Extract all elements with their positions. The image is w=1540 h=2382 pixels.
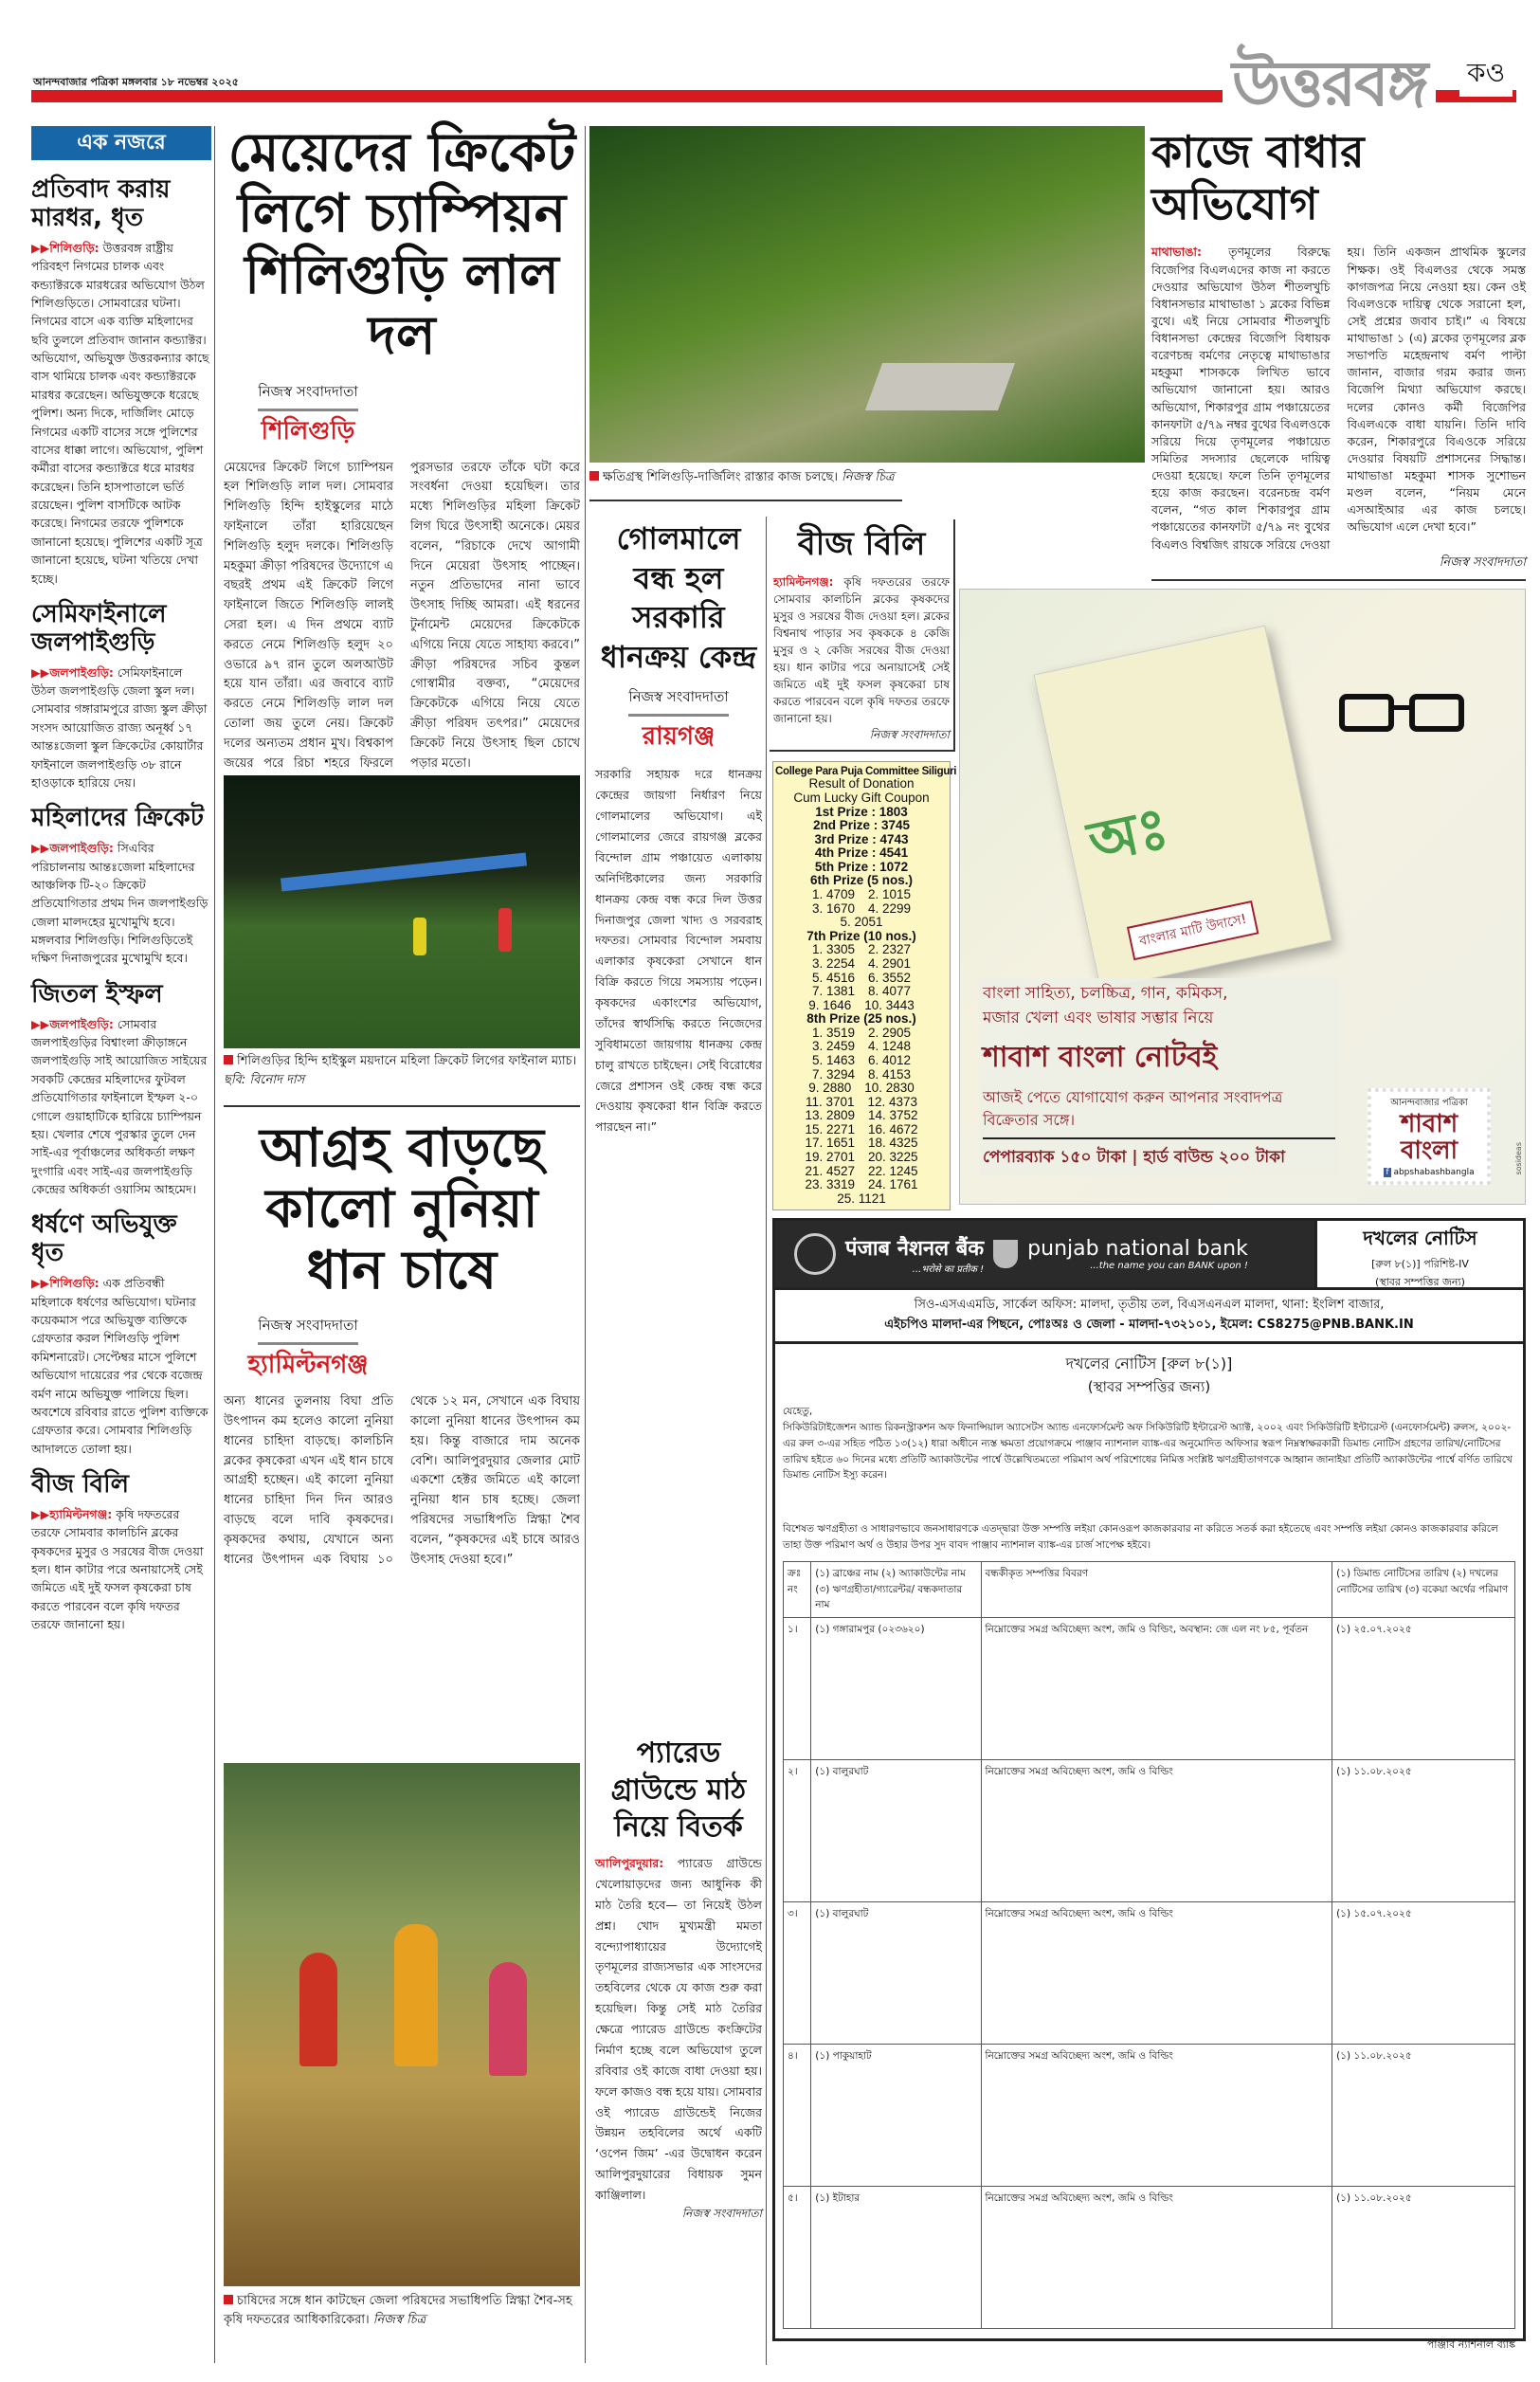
section-title: উত্তরবঙ্গ [1223,36,1436,140]
lottery-subtitle: Cum Lucky Gift Coupon [793,790,930,805]
cricket-photo [224,775,580,1048]
prize-number: 5. 2051 [840,915,883,930]
seed-body: হ্যামিল্টনগঞ্জ: কৃষি দফতরের তরফে সোমবার কালচিনি ব্লকের কৃষকদের মুসুর ও সরষের বীজ দেওয়া হল। ব্লকের বিশ্বনাথ পাড়ার সব কৃষককে ৪ কেজি মুসুর ও ২ কেজি সরষের বীজ দেওয়া হয়। ধান কাটার পরে অনায়াসেই সেই জমিতে এই দুই ফসল কৃষকেরা চাষ করতে পারবেন বলে কৃষি দফতর তরফে জানানো হয়। [773,575,950,725]
page-number: কও [1459,52,1513,97]
double-arrow-icon: ▶▶ [31,841,50,856]
lottery-result-box [772,761,957,1210]
notice-paragraph: সিকিউরিটাইজেশন অ্যান্ড রিকনস্ট্রাকশন অফ ফিনান্সিয়াল অ্যাসেটস অ্যান্ড এনফোর্সমেন্ট অফ সিকিউরিটি ইন্টারেস্ট অ্যাক্ট, ২০০২ এবং সিকিউরিটি ইন্টারেস্ট (এনফোর্সমেন্ট) রুলস, ২০০২-এর রুল ৩-এর সহিত পঠিত ১৩(১২) ধারা অধীনে ন্যস্ত ক্ষমতা প্রয়োগক্রমে পাঞ্জাব ন্যাশনাল ব্যাঙ্ক-এর অনুমোদিত অফিসার স্বরূপ নিম্নস্বাক্ষরকারী ডিমান্ড নোটিস গ্রহণের তারিখ/নোটিসের তারিখ হইতে ৬০ দিনের মধ্যে প্রতিটি অ্যাকাউন্টের পার্শ্বে উল্লেখিতমতো পরিমাণ অর্থ পরিশোধের নিমিত্ত সংশ্লিষ্ট ঋণগ্রহীতাগণকে আহ্বান জানাইয়া প্রতিটি অ্যাকাউন্টের পার্শ্বে বর্ণিত তারিখে ডিমান্ড নোটিস ইস্যু করেন। [783,1421,1513,1482]
prize-number-row [775,985,948,999]
table-cell-branch: (১) গঙ্গারামপুর (০২৩৬২০) [811,1618,981,1760]
prize-number-row [775,999,948,1013]
table-cell-branch: (১) বালুরঘাট [811,1760,981,1902]
prize-number: 4. 2299 [868,900,912,916]
prize-number-row [775,1027,948,1041]
prize-number-row [775,902,948,917]
lead-dateline: শিলিগুড়ি [261,416,355,445]
lead-body: মেয়েদের ক্রিকেট লিগে চ্যাম্পিয়ন হল শিলিগুড়ি লাল দল। সোমবার শিলিগুড়ি হিন্দি হাইস্কুলের মাঠে ফাইনালে তাঁরা হারিয়েছেন শিলিগুড়ি হলুদ দলকে। শিলিগুড়ি মহকুমা ক্রীড়া পরিষদের উদ্যোগে এ বছরই প্রথম এই ক্রিকেট লিগে ফাইনালে জিতে শিলিগুড়ি লালই সেরা হল। এ দিন প্রথমে ব্যাট করতে নেমে শিলিগুড়ি হলুদ ২০ ওভারে ৯৭ রান তুলে অলআউট হয়ে যান তাঁরা। এর জবাবে ব্যাট করতে নেমে শিলিগুড়ি লাল দল তোলা জয় তুলে নেয়। ক্রিকেট দলের অন্যতম প্রধান মুখ। বিশ্বকাপ জয়ের পরে রিচা শহরে ফিরলে পুরসভার তরফে তাঁকে ঘটা করে সংবর্ধনা দেওয়া হয়েছিল। তার মধ্যে শিলিগুড়ির মহিলা ক্রিকেট লিগ ঘিরে উৎসাহী অনেকে। মেয়র বলেন, “রিচাকে দেখে আগামী দিনে মেয়েরা উৎসাহ পাচ্ছেন। নতুন প্রতিভাদের নানা ভাবে উৎসাহ দিচ্ছি আমরা। এই ধরনের টুর্নামেন্ট মেয়েদের ক্রিকেটকে এগিয়ে নিয়ে যেতে সাহায্য করবে।” ক্রীড়া পরিষদের সচিব কুন্তল গোস্বামীর বক্তব্য, “মেয়েদের ক্রিকেটকে এগিয়ে নিয়ে যেতে ক্রীড়া পরিষদ তৎপর।” মেয়েদের ক্রিকেট নিয়ে উৎসাহ ছিল চোখে পড়ার মতো। [224,460,580,771]
table-row [784,1902,1515,2045]
brief-dateline: ▶▶শিলিগুড়ি: [31,240,100,255]
prize-number-row [775,1109,948,1123]
cricket-photo-caption: শিলিগুড়ির হিন্দি হাইস্কুল ময়দানে মহিলা ক্রিকেট লিগের ফাইনাল ম্যাচ। ছবি: বিনোদ দাস [224,1054,577,1087]
prize-number: 5. 1463 [811,1052,855,1067]
pnb-tag-hindi: ...भरोसे का प्रतीक ! [912,1264,985,1275]
prize-number: 9. 2880 [808,1081,852,1096]
brief-dateline: ▶▶জলপাইগুড়ি: [31,664,114,680]
double-arrow-icon: ▶▶ [31,1506,50,1521]
inner-subtitle: (স্থাবর সম্পত্তির জন্য) [1087,1378,1211,1396]
prize-number-row [775,1096,948,1110]
column-divider [214,126,215,2363]
double-arrow-icon: ▶▶ [31,240,50,255]
double-arrow-icon: ▶▶ [31,1016,50,1031]
brief-headline: প্রতিবাদ করায় মারধর, ধৃত [31,175,171,232]
brief-item [31,1471,209,1634]
table-cell-no: ২। [784,1760,811,1902]
parade-body: আলিপুরদুয়ার: প্যারেড গ্রাউন্ডে খেলোয়াড়দের জন্য আধুনিক কী মাঠ তৈরি হবে— তা নিয়েই উঠল প্রশ্ন। খোদ মুখ্যমন্ত্রী মমতা বন্দ্যোপাধ্যায়ের উদ্যোগেই তৃণমূলের রাজ্যসভার এক সাংসদের তহবিলের থেকে যে কাজ শুরু করা হয়েছিল। কিন্তু সেই মাঠ তৈরির ক্ষেত্রে প্যারেড গ্রাউন্ডে কংক্রিটের নির্মাণ হচ্ছে বলে অভিযোগ তুলে রবিবার ওই কাজে বাধা দেওয়া হয়। ফলে কাজও বন্ধ হয়ে যায়। সোমবার ওই প্যারেড গ্রাউন্ডেই নিজের উন্নয়ন তহবিলের অর্থে একটি ‘ওপেন জিম’ -এর উদ্বোধন করেন আলিপুরদুয়ারের বিধায়ক সুমন কাঞ্জিলাল। [595,1856,762,2202]
lead-article [224,123,580,866]
table-cell-no: ৫। [784,2187,811,2329]
prize-number: 4. 1248 [868,1039,912,1054]
prize-number-row [775,1054,948,1068]
brief-headline: জিতল ইস্ফল [31,979,163,1009]
address-line: সিও-এসএএমডি, সার্কেল অফিস: মালদা, তৃতীয় তল, বিএসএনএল মালদা, থানা: ইংলিশ বাজার, [914,1298,1385,1312]
pnb-address [775,1287,1523,1344]
paddy-byline: নিজস্ব সংবাদদাতা [628,686,728,717]
prize-number: 3. 2254 [811,955,855,971]
divider [224,1105,580,1107]
road-photo [589,126,1145,463]
table-cell-desc: নিম্নোক্তের সমগ্র অবিচ্ছেদ্য অংশ, জমি ও বিল্ডিং [981,1902,1332,2045]
table-cell-desc: নিম্নোক্তের সমগ্র অবিচ্ছেদ্য অংশ, জমি ও বিল্ডিং [981,2045,1332,2187]
prize-number: 2. 2327 [868,942,912,957]
ad-agency: sosideas [1514,1142,1523,1175]
prize-number: 2. 1015 [868,887,912,902]
brief-body: ▶▶জলপাইগুড়ি: সিএবির পরিচালনায় আন্তঃজেলা মহিলাদের আঞ্চলিক টি-২০ ক্রিকেট প্রতিযোগিতার প্রথম দিন জলপাইগুড়ি জেলা মালদহের মুখোমুখি হবে। মঙ্গলবার শিলিগুড়ি। শিলিগুড়িতেই দক্ষিণ দিনাজপুরের মুখোমুখি হবে। [31,841,208,966]
ad-line-2: মজার খেলা এবং ভাষার সম্ভার নিয়ে [983,1008,1214,1027]
property-table [783,1561,1515,2329]
table-header: (১) ডিমান্ড নোটিসের তারিখ (২) দখলের নোটিসের তারিখ (৩) বকেয়া অর্থের পরিমাণ [1332,1561,1515,1617]
pnb-emblem-icon [794,1233,836,1275]
inner-title: দখলের নোটিস [রুল ৮(১)] [1065,1354,1233,1373]
prize-number: 12. 4373 [867,1094,918,1109]
prize-number-row [775,1192,948,1207]
table-cell-branch: (১) পাকুয়াহাট [811,2045,981,2187]
lottery-title: College Para Puja Committee Siliguri [775,766,957,777]
pnb-tag-english: ...the name you can BANK upon ! [1090,1261,1248,1271]
column-divider [585,126,586,2363]
road-photo-caption: ক্ষতিগ্রস্থ শিলিগুড়ি-দার্জিলিং রাস্তার কাজ চলছে। নিজস্ব চিত্র [589,468,1145,487]
signature: পাঞ্জাব ন্যাশনাল ব্যাঙ্ক [1426,2338,1515,2352]
rice-harvest-photo [224,1763,580,2286]
brief-body: ▶▶জলপাইগুড়ি: সেমিফাইনালে উঠল জলপাইগুড়ি জেলা স্কুল দল। সোমবার গঙ্গারামপুরে রাজ্য স্কুল ক্রীড়া সংসদ আয়োজিত রাজ্য অনূর্ধ্ব ১৭ আন্তঃজেলা স্কুল ক্রিকেটের কোয়ার্টার ফাইনালে জলপাইগুড়ি ৩৮ রানে হাওড়াকে হারিয়ে দেয়। [31,664,208,790]
table-header: ক্রঃ নং [784,1561,811,1617]
prize-number-row [775,1165,948,1179]
pnb-name-hindi: पंजाब नैशनल बैंक [845,1237,985,1261]
facebook-icon: f [1386,1168,1389,1177]
prize-number: 14. 3752 [868,1108,918,1123]
table-row [784,1760,1515,1902]
prize-line: 5th Prize : 1072 [814,859,909,874]
prize-number: 1. 3305 [811,942,855,957]
prize-number: 18. 4325 [868,1136,918,1151]
paddy-headline: গোলমালে বন্ধ হল সরকারি ধানক্রয় কেন্দ্র [600,520,757,675]
prize-number: 10. 2830 [864,1081,915,1096]
prize-number-row [775,1178,948,1192]
prize-number: 21. 4527 [805,1163,855,1178]
table-row [784,2045,1515,2187]
prize-number-row [775,1123,948,1137]
brief-body: ▶▶হ্যামিল্টনগঞ্জ: কৃষি দফতরের তরফে সোমবার কালচিনি ব্লকের কৃষকদের মুসুর ও সরষের বীজ দেওয়া হল। ধান কাটার পরে অনায়াসেই সেই জমিতে এই দুই ফসল কৃষকেরা চাষ করতে পারবেন বলে কৃষি দফতর তরফে জানানো হয়। [31,1506,204,1632]
obstruction-credit: নিজস্ব সংবাদদাতা [1439,555,1526,570]
brief-body: ▶▶শিলিগুড়ি: এক প্রতিবন্ধী মহিলাকে ধর্ষণের অভিযোগ। ঘটনার কয়েকমাস পরে অভিযুক্ত ব্যক্তিকে গ্রেফতার করল শিলিগুড়ি পুলিশ কমিশনারেট। সেপ্টেম্বর মাসে পুলিশে অভিযোগ দায়েরের পর থেকে বজেন্দ্র বর্মণ নামে অভিযুক্ত পালিয়ে ছিল। অবশেষে রবিবার রাতে পুলিশ ব্যক্তিকে গ্রেফতার করে। সোমবার শিলিগুড়ি আদালতে তোলা হয়। [31,1276,208,1456]
prize-number: 3. 1670 [811,900,855,916]
prize-number: 7. 1381 [811,984,855,999]
prize-number: 17. 1651 [805,1136,855,1151]
lottery-subtitle: Result of Donation [808,776,915,791]
rice-body: অন্য ধানের তুলনায় বিঘা প্রতি উৎপাদন কম হলেও কালো নুনিয়া ধানের চাহিদা বাড়ছে। কালচিনি ব্লকের কৃষকেরা এখন এই ধান চাষে আগ্রহী হচ্ছেন। এই কালো নুনিয়া ধানের চাহিদা দিন দিন আরও বাড়ছে বলে দাবি কৃষকদের। কৃষকদের কথায়, যেখানে অন্য ধানের উৎপাদন এক বিঘায় ১০ থেকে ১২ মন, সেখানে এক বিঘায় কালো নুনিয়া ধানের উৎপাদন কম হয়। কিন্তু বাজারে দাম অনেক বেশি। আলিপুরদুয়ার জেলার মোট একশো হেক্টর জমিতে এই কালো নুনিয়া ধান চাষ হচ্ছে। জেলা পরিষদের সভাধিপতি স্নিগ্ধা শৈব বলেন, “কৃষকদের এই চাষে আরও উৎসাহ দেওয়া হবে।” [224,1394,580,1567]
prize-number: 20. 3225 [868,1150,918,1165]
prize-number-row [775,1040,948,1054]
ad-headline: শাবাশ বাংলা নোটবই [983,1041,1218,1074]
prize-number: 5. 4516 [811,970,855,985]
pnb-logo-banner [775,1221,1314,1287]
brief-headline: সেমিফাইনালে জলপাইগুড়ি [31,599,167,657]
rice-byline: নিজস্ব সংবাদদাতা [258,1315,357,1345]
brand-top: আনন্দবাজার পত্রিকা [1390,1098,1468,1109]
brief-headline: ধর্ষণে অভিযুক্ত ধৃত [31,1210,177,1268]
notice-paragraph: বিশেষত ঋণগ্রহীতা ও সাধারণভাবে জনসাধারণকে এতদ্দ্বারা উক্ত সম্পত্তি লইয়া কোনওরূপ কাজকারবার না করিতে সতর্ক করা হইতেছে এবং সম্পত্তি লইয়া কোনও কাজকারবার করিলে তাহা উক্ত পরিমাণ অর্থ ও উহার উপর সুদ বাবদ পাঞ্জাব ন্যাশনাল ব্যাঙ্ক-এর চার্জ সাপেক্ষ হইবে। [783,1523,1498,1551]
prize-number: 1. 3519 [811,1025,855,1040]
parade-headline: প্যারেড গ্রাউন্ডে মাঠ নিয়ে বিতর্ক [610,1736,747,1844]
rice-dateline: হ্যামিল্টনগঞ্জ [247,1351,369,1380]
brief-item [31,601,209,791]
paddy-dateline: রায়গঞ্জ [642,722,716,752]
lead-headline: মেয়েদের ক্রিকেট লিগে চ্যাম্পিয়ন শিলিগুড়ি লাল দল [227,122,576,368]
prize-line: 3rd Prize : 4743 [814,831,909,846]
seed-credit: নিজস্ব সংবাদদাতা [869,728,950,741]
table-cell-desc: নিম্নোক্তের সমগ্র অবিচ্ছেদ্য অংশ, জমি ও বিল্ডিং [981,1760,1332,1902]
rice-photo-caption: চাষিদের সঙ্গে ধান কাটছেন জেলা পরিষদের সভাধিপতি স্নিগ্ধা শৈব-সহ কৃষি দফতরের আধিকারিকেরা। নিজস্ব চিত্র [224,2294,572,2327]
brand-logo: শাবাশ বাংলা [1400,1110,1458,1165]
prize-number: 23. 3319 [805,1177,855,1192]
table-cell-no: ১। [784,1618,811,1760]
prize-number: 6. 4012 [868,1052,912,1067]
prize-heading: 8th Prize (25 nos.) [806,1011,916,1027]
book-title: বাংলার মাটি উদাসে! [1127,900,1259,960]
brief-body: ▶▶শিলিগুড়ি: উত্তরবঙ্গ রাষ্ট্রীয় পরিবহণ নিগমের চালক এবং কন্ড্যাক্টরকে মারধরের অভিযোগ উঠল শিলিগুড়িতে। সোমবারের ঘটনা। নিগমের বাসে এক ব্যক্তি মহিলাদের ছবি তুললে প্রতিবাদ জানান কন্ড্যাক্টর। অভিযোগ, অভিযুক্ত উত্তরকন্যার কাছে বাস থামিয়ে চালক এবং কন্ড্যাক্টরকে মারধর করেছেন। অভিযুক্তকে ধরেছে পুলিশ। অন্য দিকে, দার্জিলিং মোড়ে নিগমের একটি বাসের সঙ্গে পুলিশের বাসের ধাক্কা লাগে। অভিযোগ, পুলিশ কর্মীরা বাসের কন্ড্যাক্টরে ধরে মারধর করেছেন। তিনি হাসপাতালে ভর্তি রয়েছেন। পুলিশ বাসটিকে আটক করেছে। নিগমের তরফে পুলিশকে জানানো হয়েছে। পুলিশের একটি সূত্র জানানো হয়েছে, ঘটনা খতিয়ে দেখা হচ্ছে। [31,240,209,586]
prize-number: 25. 1121 [837,1191,886,1206]
paddy-body: সরকারি সহায়ক দরে ধানক্রয় কেন্দ্রের জায়গা নির্ধারণ নিয়ে গোলমালের অভিযোগ। এই গোলমালের জেরে রায়গঞ্জ ব্লকের বিন্দোল গ্রাম পঞ্চায়েত এলাকায় অনির্দিষ্টকালের জন্য সরকারি ধানক্রয় কেন্দ্র বন্ধ করে দিল উত্তর দিনাজপুর জেলা খাদ্য ও সরবরাহ দফতর। সোমবার বিন্দোল সমবায় এলাকার কৃষকেরা সেখানে ধান বিক্রি করতে গিয়ে সমস্যায় পড়েন। কৃষকদের একাংশের অভিযোগ, তাঁদের স্বার্থসিদ্ধি করতে নিজেদের সুবিধামতো জায়গায় ধানক্রয় কেন্দ্র চালু রাখতে চাইছেন। সেই বিরোধের জেরে প্রশাসন ওই কেন্দ্র বন্ধ করে দেওয়ায় কৃষকেরা ধান বিক্রি করতে পারছেন না।” [595,767,762,1135]
prize-number: 9. 1646 [808,997,852,1012]
table-cell-branch: (১) বালুরঘাট [811,1902,981,2045]
seed-box [770,519,955,752]
double-arrow-icon: ▶▶ [31,1276,50,1291]
obstruction-headline: কাজে বাধার অভিযোগ [1151,126,1365,230]
pnb-name-english: punjab national bank [1027,1237,1248,1261]
prize-number-row [775,972,948,986]
notice-title: দখলের নোটিস [1363,1227,1477,1249]
brief-headline: বীজ বিলি [31,1470,129,1499]
table-cell-no: ৩। [784,1902,811,2045]
prize-line: 2nd Prize : 3745 [812,818,911,833]
ad-cta: আজই পেতে যোগাযোগ করুন আপনার সংবাদপত্র বিক্রেতার সঙ্গে। [983,1086,1335,1139]
table-cell-dates: (১) ১১.০৮.২০২৫ [1332,2187,1515,2329]
brief-dateline: ▶▶হ্যামিল্টনগঞ্জ: [31,1506,113,1521]
obstruction-body: মাথাভাঙা: তৃণমূলের বিরুদ্ধে বিজেপির বিএলএদের কাজ না করতে দেওয়ার অভিযোগ উঠল শীতলখুচি বিধানসভার মাথাভাঙা ১ ব্লকের বিভিন্ন বুথে। এই নিয়ে সোমবার শীতলখুচি বিধানসভা কেন্দ্রের বিজেপি বিধায়ক বরেণচন্দ্র বর্মণের নেতৃত্বে মাথাভাঙার মহকুমা শাসককে লিখিত ভাবে অভিযোগ জানানো হয়। আরও অভিযোগ, শিকারপুর গ্রাম পঞ্চায়েতের কানফাটা ৫/৭৯ নম্বর বুথের বিএলওকে সরিয়ে দিয়ে তৃণমূলের পঞ্চায়েত সমিতির সদস্যার ছেলেকে দায়িত্ব দেওয়া হয়েছে। ফলে তিনি তৃণমূলের হয়ে কাজ করছেন। বরেনচন্দ্র বর্মণ বলেন, “গত কাল শিকারপুর গ্রাম পঞ্চায়েতের কানফাটা ৫/৭৯ নং বুথের বিএলও বিশ্বজিৎ রায়কে সরিয়ে দেওয়া হয়। তিনি একজন প্রাথমিক স্কুলের শিক্ষক। ওই বিএলওর থেকে সমস্ত কাগজপত্র নিয়ে নেওয়া হয়। কেন ওই বিএলওকে দায়িত্ব থেকে সরানো হল, সেই প্রশ্নের জবাব চাই।” এ বিষয়ে মাথাভাঙা ১ (এ) ব্লকের তৃণমূলের ব্লক সভাপতি মহেন্দ্রনাথ বর্মণ পাল্টা জানান, বাজার গরম করার জন্য বিজেপি মিথ্যা অভিযোগ করছে। দলের কোনও কর্মী বিজেপির বিএলএকে বাধা যায়নি। তিনি দাবি করেন, শিকারপুরে বিএওকে সরিয়ে দেওয়ার বিষয়টি প্রশাসনের সিদ্ধান্ত। মাথাভাঙা মহকুমা শাসক সুশোভন মণ্ডল বলেন, “নিয়ম মেনে এসআইআর এর কাজ চলছে। অভিযোগ এলে দেখা হবে।” [1151,245,1526,552]
prize-number: 2. 2905 [868,1025,912,1040]
prize-number: 8. 4153 [868,1066,912,1082]
pnb-possession-notice [772,1218,1526,2352]
notice-whereas: যেহেতু, [783,1406,813,1418]
double-arrow-icon: ▶▶ [31,664,50,680]
table-cell-dates: (১) ১১.০৮.২০২৫ [1332,1760,1515,1902]
prize-number: 13. 2809 [805,1108,855,1123]
table-row [784,2187,1515,2329]
notice-rule: [রুল ৮(১)] পরিশিষ্ট-IV [1371,1258,1469,1270]
table-header: (১) ব্রাঞ্চের নাম (২) অ্যাকাউন্টের নাম (৩) ঋণগ্রহীতা/গ্যারেন্টর/ বন্ধকদাতার নাম [811,1561,981,1617]
prize-number-row [775,1082,948,1096]
prize-number: 4. 2901 [868,955,912,971]
prize-number: 15. 2271 [805,1121,855,1136]
prize-number: 7. 3294 [811,1066,855,1082]
prize-number: 24. 1761 [868,1177,918,1192]
brief-body: ▶▶জলপাইগুড়ি: সোমবার জলপাইগুড়ির বিশ্বাংলা ক্রীড়াঙ্গনে জলপাইগুড়ি সাই আয়োজিত সাইয়ের সবকটি কেন্দ্রের মহিলাদের ফুটবল প্রতিযোগিতার ফাইনালে ইস্ফল ২-০ গোলে গুয়াহাটিকে হারিয়ে চ্যাম্পিয়ন হয়। খেলার শেষে পুরস্কার তুলে দেন সাই-এর পূর্বাঞ্চলের অধিকর্তা লক্ষণ দুংগারি এবং সাই-এর জলপাইগুড়ি কেন্দ্রের অধিকর্তা ওয়াসিম আহমেদ। [31,1016,208,1197]
social-handle: f abpshabashbangla [1386,1168,1475,1177]
glasses-icon [1339,694,1472,741]
brief-dateline: ▶▶শিলিগুড়ি: [31,1276,100,1291]
table-cell-dates: (১) ২৫.০৭.২০২৫ [1332,1618,1515,1760]
prize-line: 4th Prize : 4541 [814,846,909,861]
divider [1151,579,1526,581]
brief-dateline: ▶▶জলপাইগুড়ি: [31,1016,114,1031]
prize-number: 8. 4077 [868,984,912,999]
ad-price: পেপারব্যাক ১৫০ টাকা | হার্ড বাউন্ড ২০০ টাকা [983,1148,1285,1167]
parade-credit: নিজস্ব সংবাদদাতা [681,2206,762,2220]
briefs-column [31,163,209,1634]
table-cell-branch: (১) ইটাহার [811,2187,981,2329]
table-row [784,1618,1515,1760]
shabash-bangla-ad [959,589,1526,1205]
brief-item [31,1211,209,1458]
divider [589,500,902,501]
table-cell-no: ৪। [784,2045,811,2187]
ad-brand-stamp [1368,1088,1491,1185]
brief-item [31,805,209,968]
notebook-image: অঃ বাংলার মাটি উদাসে! [1033,626,1332,991]
table-cell-dates: (১) ১৫.০৭.২০২৫ [1332,1902,1515,2045]
prize-number-row [775,1136,948,1151]
prize-number: 6. 3552 [868,970,912,985]
prize-heading: 6th Prize (5 nos.) [809,873,914,888]
prize-line: 1st Prize : 1803 [815,804,908,819]
prize-number-row [775,916,948,930]
prize-number: 10. 3443 [864,997,915,1012]
prize-number-row [775,1068,948,1082]
prize-number: 19. 2701 [805,1150,855,1165]
prize-number: 22. 1245 [868,1163,918,1178]
lead-byline: নিজস্ব সংবাদদাতা [258,381,357,411]
prize-number-row [775,943,948,957]
parade-article [595,1735,762,2225]
prize-number-row [775,1151,948,1165]
rice-headline: আগ্রহ বাড়ছে কালো নুনিয়া ধান চাষে [259,1118,544,1301]
table-cell-dates: (১) ১১.০৮.২০২৫ [1332,2045,1515,2187]
prize-number: 3. 2459 [811,1039,855,1054]
seed-headline: বীজ বিলি [797,525,926,563]
pnb-logo-icon [993,1240,1018,1268]
brief-item [31,981,209,1199]
table-cell-desc: নিম্নোক্তের সমগ্র অবিচ্ছেদ্য অংশ, জমি ও বিল্ডিং [981,2187,1332,2329]
prize-number-row [775,888,948,902]
table-header: বন্ধকীকৃত সম্পত্তির বিবরণ [981,1561,1332,1617]
paddy-article [595,519,762,1137]
brief-headline: মহিলাদের ক্রিকেট [31,804,204,833]
obstruction-article [1151,126,1526,573]
rice-article [224,1118,580,1838]
table-cell-desc: নিম্নোক্তের সমগ্র অবিচ্ছেদ্য অংশ, জমি ও বিল্ডিং, অবস্থান: জে এল নং ৮৫, পূর্বতন [981,1618,1332,1760]
prize-number: 1. 4709 [811,887,855,902]
prize-heading: 7th Prize (10 nos.) [806,928,916,943]
briefs-title: এক নজরে [31,126,211,160]
masthead-date: আনন্দবাজার পত্রিকা মঙ্গলবার ১৮ নভেম্বর ২০২৫ [33,76,239,88]
address-line: এইচপিও মালদা-এর পিছনে, পোঃঅঃ ও জেলা - মালদা-৭৩২১০১, ইমেল: CS8275@PNB.BANK.IN [884,1317,1414,1332]
prize-number-row [775,957,948,972]
prize-number: 16. 4672 [868,1121,918,1136]
brief-item [31,176,209,588]
column-divider [766,517,767,2365]
brief-dateline: ▶▶জলপাইগুড়ি: [31,841,114,856]
prize-number: 11. 3701 [805,1094,855,1109]
ad-line-1: বাংলা সাহিত্য, চলচ্চিত্র, গান, কমিকস, [983,984,1228,1003]
notice-subtitle: (স্থাবর সম্পত্তির জন্য) [1375,1276,1465,1288]
